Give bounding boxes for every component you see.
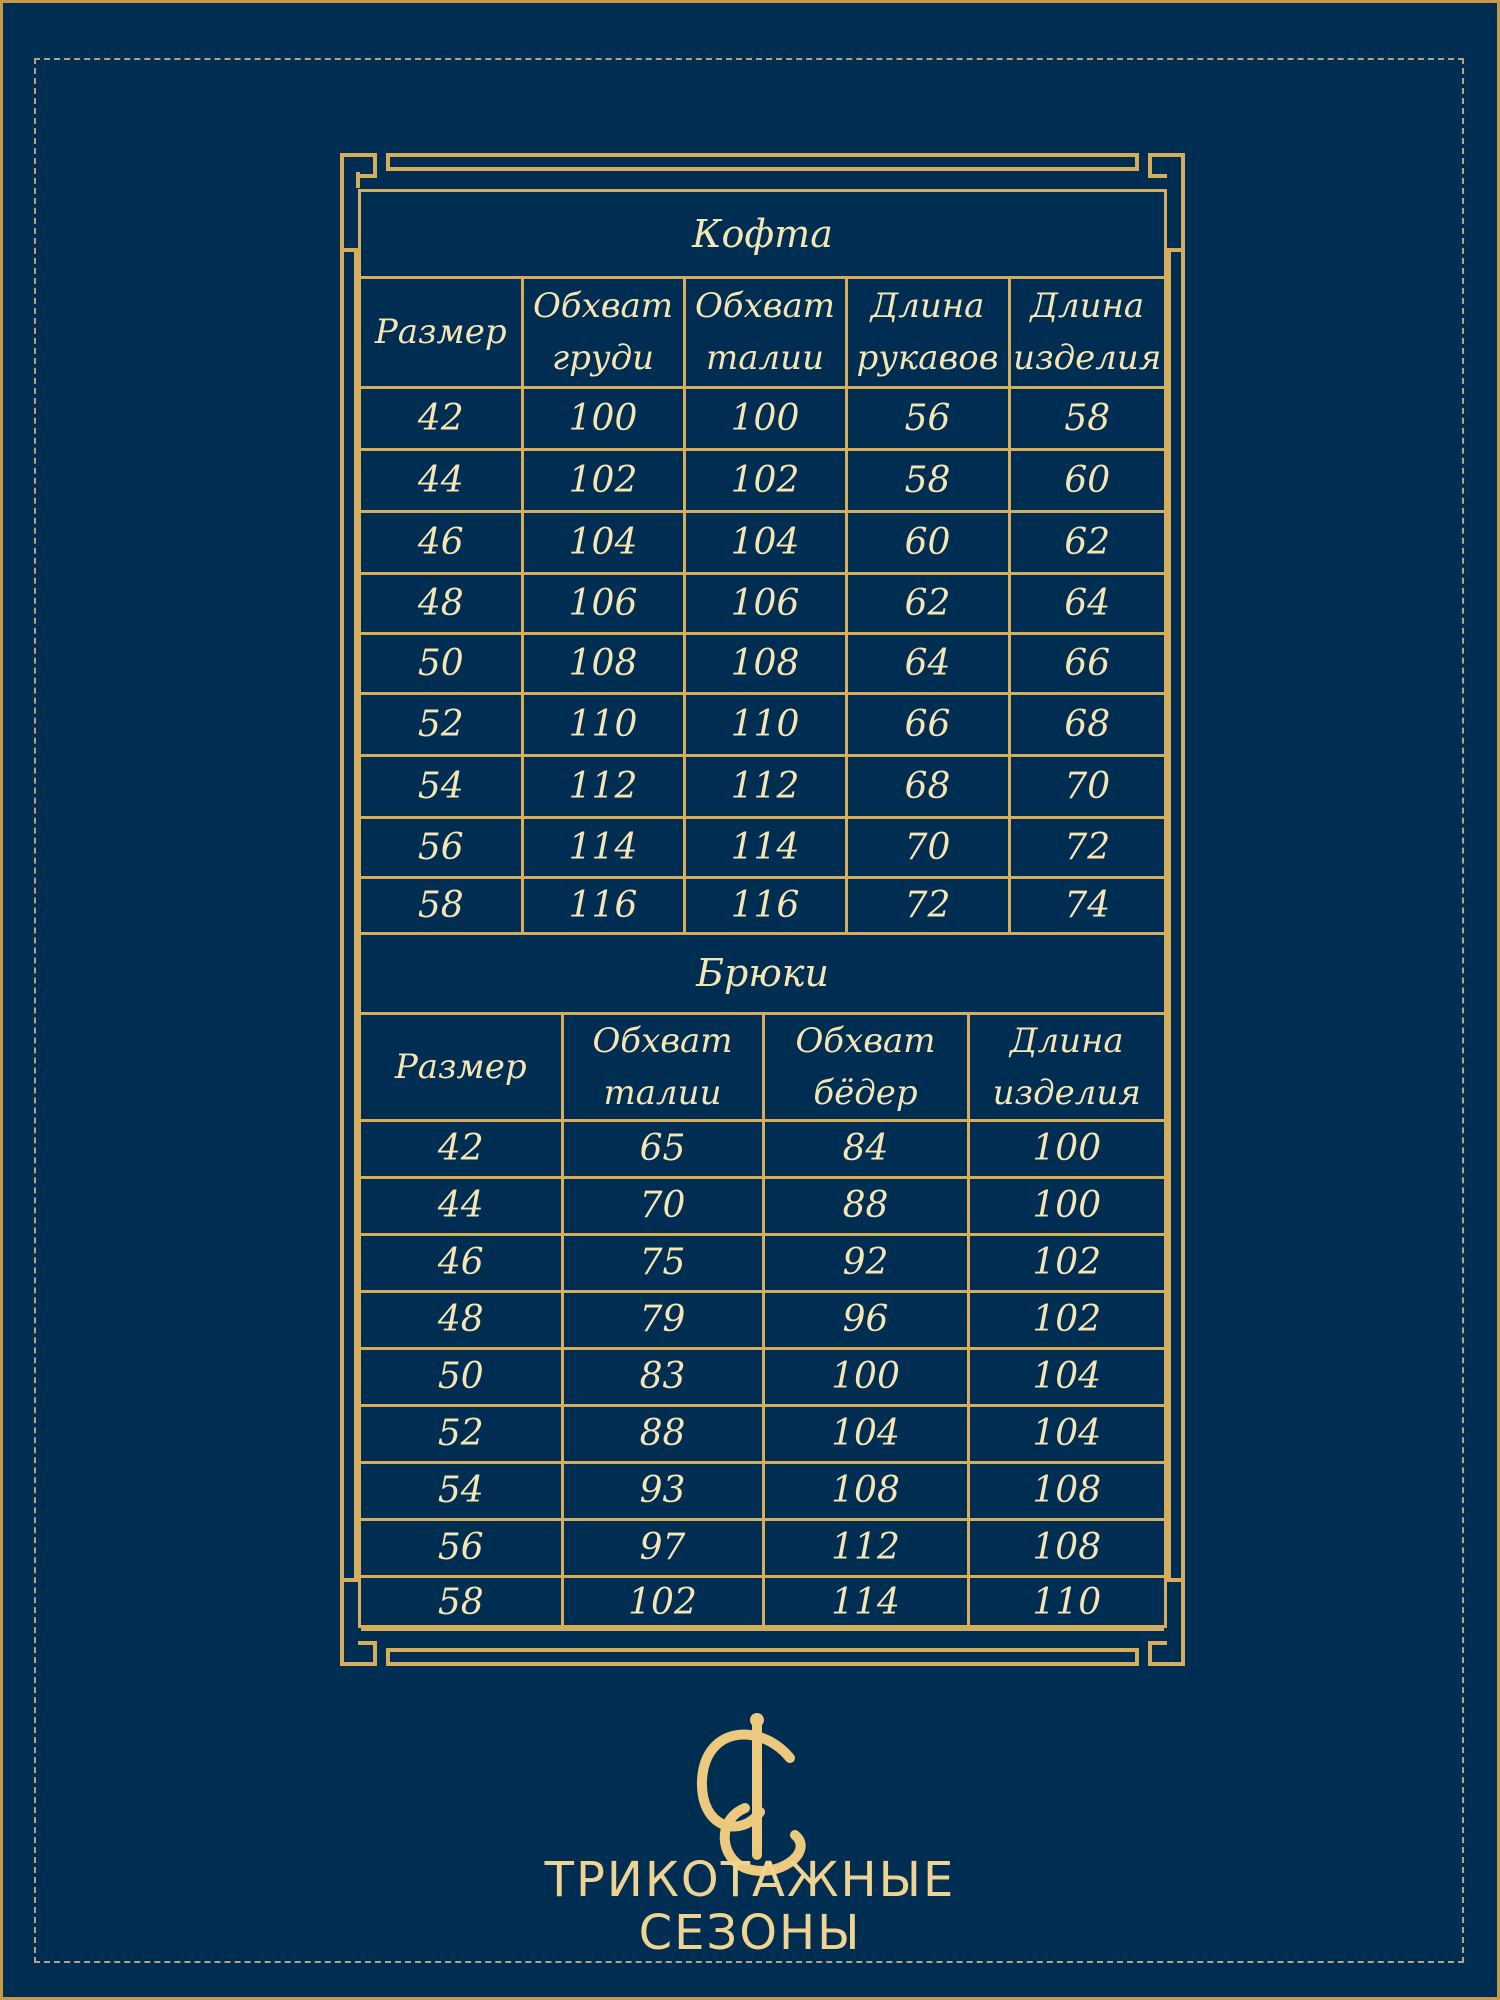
table-cell: 56 <box>361 1519 562 1576</box>
table-cell: 54 <box>361 755 522 817</box>
table-cell: 100 <box>763 1348 968 1405</box>
bottom-table-title: Брюки <box>361 933 1164 1013</box>
column-header: Размер <box>361 1013 562 1120</box>
brand-name-line1: ТРИКОТАЖНЫЕ <box>544 1852 956 1908</box>
table-cell: 72 <box>846 877 1009 933</box>
table-cell: 104 <box>684 511 846 573</box>
table-cell: 44 <box>361 449 522 511</box>
table-cell: 83 <box>562 1348 763 1405</box>
table-cell: 112 <box>684 755 846 817</box>
brand-name-line2: СЕЗОНЫ <box>638 1905 862 1961</box>
table-cell: 102 <box>968 1234 1164 1291</box>
table-cell: 58 <box>361 1576 562 1629</box>
table-cell: 102 <box>562 1576 763 1629</box>
table-cell: 72 <box>1009 817 1164 877</box>
table-cell: 100 <box>968 1177 1164 1234</box>
table-cell: 102 <box>968 1291 1164 1348</box>
table-cell: 108 <box>522 633 684 693</box>
table-cell: 112 <box>522 755 684 817</box>
table-cell: 58 <box>1009 387 1164 449</box>
column-header: Длина изделия <box>968 1013 1164 1120</box>
table-cell: 60 <box>1009 449 1164 511</box>
table-cell: 92 <box>763 1234 968 1291</box>
table-cell: 46 <box>361 511 522 573</box>
table-cell: 48 <box>361 573 522 633</box>
table-cell: 70 <box>562 1177 763 1234</box>
table-cell: 100 <box>522 387 684 449</box>
table-cell: 74 <box>1009 877 1164 933</box>
column-header: Длина изделия <box>1009 277 1164 387</box>
column-header: Обхват груди <box>522 277 684 387</box>
top-table-title: Кофта <box>361 192 1164 277</box>
table-cell: 48 <box>361 1291 562 1348</box>
table-cell: 108 <box>763 1462 968 1519</box>
table-cell: 64 <box>1009 573 1164 633</box>
table-cell: 65 <box>562 1120 763 1177</box>
table-cell: 100 <box>968 1120 1164 1177</box>
table-cell: 84 <box>763 1120 968 1177</box>
table-cell: 100 <box>684 387 846 449</box>
table-cell: 102 <box>684 449 846 511</box>
table-cell: 114 <box>522 817 684 877</box>
table-cell: 64 <box>846 633 1009 693</box>
table-cell: 108 <box>968 1519 1164 1576</box>
table-cell: 66 <box>1009 633 1164 693</box>
table-cell: 116 <box>522 877 684 933</box>
table-cell: 114 <box>684 817 846 877</box>
table-cell: 58 <box>846 449 1009 511</box>
table-cell: 104 <box>968 1405 1164 1462</box>
column-header: Обхват талии <box>684 277 846 387</box>
table-cell: 52 <box>361 1405 562 1462</box>
table-cell: 46 <box>361 1234 562 1291</box>
table-cell: 66 <box>846 693 1009 755</box>
table-cell: 108 <box>968 1462 1164 1519</box>
table-cell: 106 <box>684 573 846 633</box>
column-header: Обхват талии <box>562 1013 763 1120</box>
table-cell: 54 <box>361 1462 562 1519</box>
table-cell: 116 <box>684 877 846 933</box>
table-cell: 88 <box>763 1177 968 1234</box>
column-header: Обхват бёдер <box>763 1013 968 1120</box>
table-cell: 68 <box>846 755 1009 817</box>
column-header: Длина рукавов <box>846 277 1009 387</box>
table-cell: 58 <box>361 877 522 933</box>
table-cell: 79 <box>562 1291 763 1348</box>
table-cell: 44 <box>361 1177 562 1234</box>
table-cell: 50 <box>361 1348 562 1405</box>
table-cell: 106 <box>522 573 684 633</box>
table-cell: 114 <box>763 1576 968 1629</box>
table-cell: 50 <box>361 633 522 693</box>
table-cell: 52 <box>361 693 522 755</box>
column-header: Размер <box>361 277 522 387</box>
table-cell: 62 <box>1009 511 1164 573</box>
table-cell: 110 <box>522 693 684 755</box>
table-cell: 110 <box>684 693 846 755</box>
table-cell: 42 <box>361 387 522 449</box>
table-cell: 104 <box>763 1405 968 1462</box>
table-cell: 104 <box>522 511 684 573</box>
table-cell: 97 <box>562 1519 763 1576</box>
table-cell: 88 <box>562 1405 763 1462</box>
table-cell: 56 <box>361 817 522 877</box>
table-cell: 108 <box>684 633 846 693</box>
table-cell: 62 <box>846 573 1009 633</box>
table-cell: 104 <box>968 1348 1164 1405</box>
table-cell: 68 <box>1009 693 1164 755</box>
table-cell: 56 <box>846 387 1009 449</box>
table-cell: 60 <box>846 511 1009 573</box>
table-cell: 110 <box>968 1576 1164 1629</box>
table-cell: 102 <box>522 449 684 511</box>
table-cell: 112 <box>763 1519 968 1576</box>
table-cell: 93 <box>562 1462 763 1519</box>
table-cell: 42 <box>361 1120 562 1177</box>
table-cell: 96 <box>763 1291 968 1348</box>
table-cell: 70 <box>846 817 1009 877</box>
table-cell: 70 <box>1009 755 1164 817</box>
table-cell: 75 <box>562 1234 763 1291</box>
